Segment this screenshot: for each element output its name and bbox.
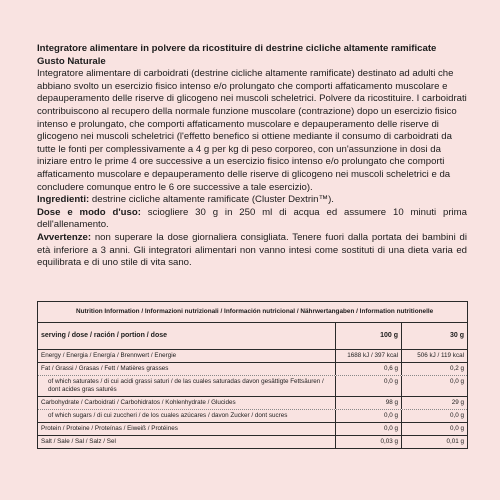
table-row — [38, 423, 467, 436]
value-per-30g: 0,2 g — [401, 363, 467, 375]
nutrition-title: Nutrition Information / Informazioni nutrizionali / Información nutricional / Nährwertangaben / Information nutritionelle — [38, 302, 467, 323]
nutrient-label: Carbohydrate / Carboidrati / Carbohidratos / Kohlenhydrate / Glucides — [41, 399, 236, 406]
nutrient-label: of which sugars / di cui zuccheri / de los cuales azúcares / davon Zucker / dont sucres — [48, 412, 288, 419]
value-per-30g: 506 kJ / 119 kcal — [401, 350, 467, 362]
nutrient-label: of which saturates / di cui acidi grassi saturi / de las cuales saturadas davon gesättigte Fettsäuren / dont acides gras saturés — [48, 378, 324, 393]
warnings-text: non superare la dose giornaliera consigliata. Tenere fuori dalla portata dei bambini di età inferiore a 3 anni. Gli integratori alimentari non vanno intesi come sostituti di una dieta varia ed equilibrata e di uno stile di vita sano. — [37, 231, 467, 269]
serving-label: serving / dose / ración / portion / dose — [41, 332, 168, 339]
nutrition-rows — [38, 350, 467, 448]
table-row — [38, 363, 467, 376]
value-per-30g: 0,0 g — [401, 410, 467, 422]
value-per-100g: 0,0 g — [335, 410, 401, 422]
table-row — [38, 410, 467, 423]
value-per-100g: 98 g — [335, 397, 401, 409]
warnings-label: Avvertenze: — [37, 231, 92, 243]
nutrient-label: Protein / Proteine / Proteínas / Eiweiß / Protéines — [41, 425, 178, 432]
table-row — [38, 350, 467, 363]
nutrient-label: Fat / Grassi / Grasas / Fett / Matières grasses — [41, 365, 169, 372]
header-col-30g: 30 g — [401, 323, 467, 349]
value-per-100g: 0,03 g — [335, 436, 401, 448]
nutrient-label: Energy / Energia / Energía / Brennwert / Energie — [41, 352, 177, 359]
product-flavor: Gusto Naturale — [37, 55, 106, 67]
value-per-100g: 0,0 g — [335, 376, 401, 396]
value-per-30g: 0,01 g — [401, 436, 467, 448]
warnings-line — [37, 232, 467, 270]
dose-text: sciogliere 30 g in 250 ml di acqua ed assumere 10 minuti prima dell'allenamento. — [37, 206, 468, 231]
value-per-30g: 0,0 g — [401, 423, 467, 435]
product-title: Integratore alimentare in polvere da ricostituire di destrine cicliche altamente ramificate — [37, 43, 437, 54]
dose-label: Dose e modo d'uso: — [37, 206, 141, 218]
value-per-100g: 0,6 g — [335, 363, 401, 375]
header-col-100g: 100 g — [335, 323, 401, 349]
value-per-100g: 0,0 g — [335, 423, 401, 435]
ingredients-label: Ingredienti: — [37, 194, 90, 206]
ingredients-line — [37, 194, 467, 207]
value-per-30g: 0,0 g — [401, 376, 467, 396]
table-row — [38, 397, 467, 410]
nutrition-table — [37, 301, 468, 449]
dose-line — [37, 207, 467, 232]
nutrition-header-row — [38, 323, 467, 350]
product-label — [37, 43, 467, 270]
value-per-100g: 1688 kJ / 397 kcal — [335, 350, 401, 362]
table-row — [38, 436, 467, 448]
value-per-30g: 29 g — [401, 397, 467, 409]
table-row — [38, 376, 467, 397]
nutrient-label: Salt / Sale / Sal / Salz / Sel — [41, 438, 116, 445]
product-description: Integratore alimentare di carboidrati (destrine cicliche altamente ramificate) destinato ad adulti che abbiano svolto un esercizio fisico intenso e/o prolungato che comporti affaticamento muscolare e depauperamento delle riserve di glicogeno nei muscoli scheletrici. Polvere da ricostituire. I carboidrati contribuiscono al recupero della normale funzione muscolare (contrazione) dopo un esercizio fisico intenso e prolungato, che comporti affaticamento muscolare e depauperamento delle riserve di glicogeno nei muscoli scheletrici (l'effetto benefico si ottiene mediante il consumo di carboidrati da tutte le fonti per complessivamente a 4 g per kg di peso corporeo, con un'assunzione in dosi da iniziare entro le prime 4 ore successive a un esercizio fisico intenso e/o prolungato che comporti affaticamento muscolare e depauperamento delle riserve di glicogeno nei muscoli scheletrici e da concludere comunque entro le 6 ore successive a tale esercizio). — [37, 68, 467, 193]
ingredients-text: destrine cicliche altamente ramificate (Cluster Dextrin™). — [89, 194, 334, 206]
